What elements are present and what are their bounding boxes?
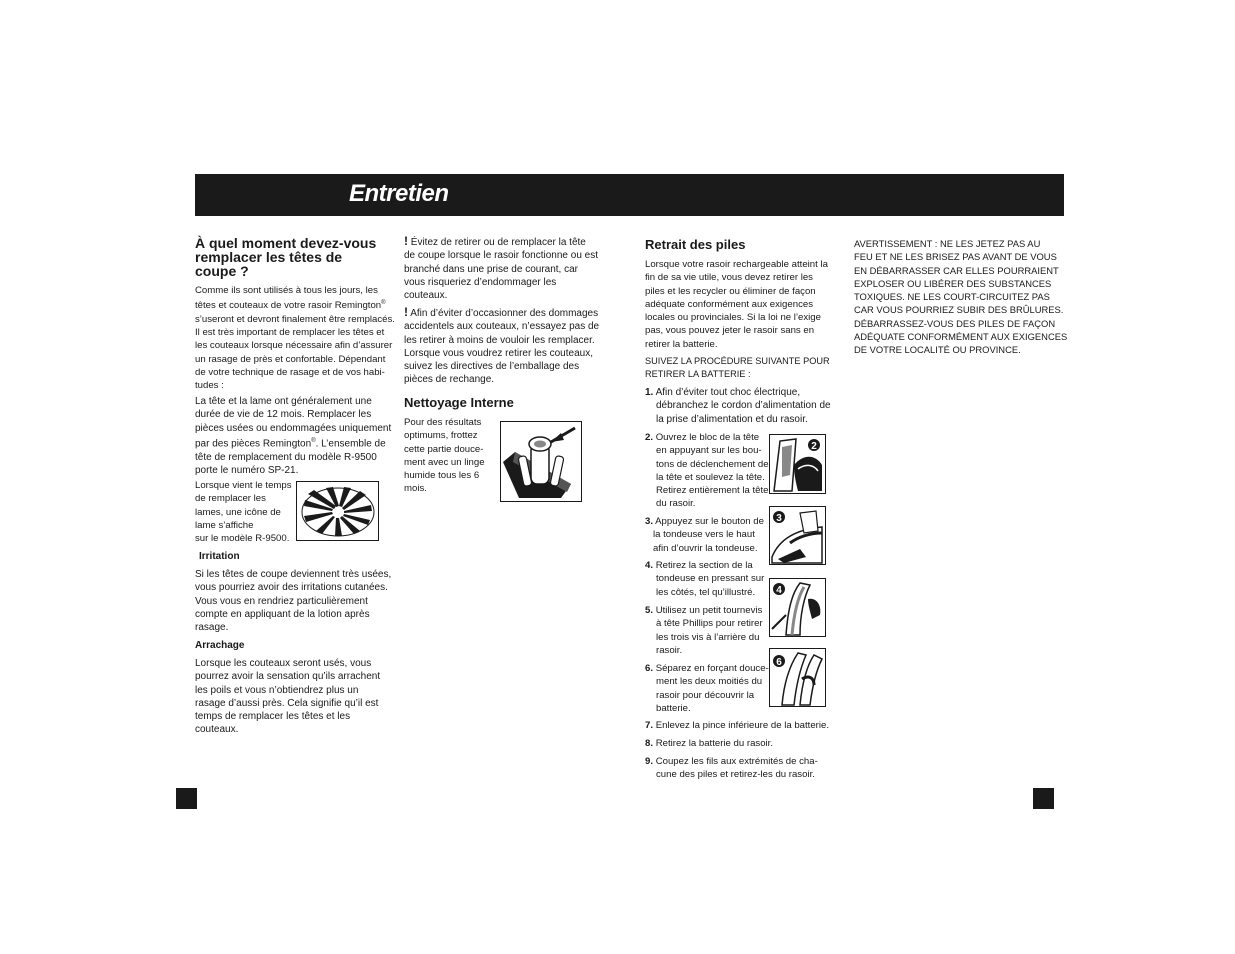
paragraph-cleaning: Pour des résultats optimums, frottez cette partie douce- ment avec un linge humide tous les 6 mois. — [404, 417, 485, 495]
irritation-heading: Irritation — [199, 551, 240, 562]
warning-remove-head: ! Évitez de retirer ou de remplacer la tête de coupe lorsque le rasoir fonctionne ou est branché dans une prise de courant, car vous risqueriez d’endommager les couteaux. — [404, 234, 599, 302]
warning-damage-cutters: ! Afin d’éviter d’occasionner des dommages accidentels aux couteaux, n’essayez pas de les retirer à moins de vouloir les remplacer. Lorsque vous voudrez retirer les couteaux, suivez les directives de l’emballage des pièces de rechange. — [404, 305, 600, 386]
step-2: 2. Ouvrez le bloc de la tête en appuyant sur les bou- tons de déclenchement de la tête et soulevez la tête. Retirez entièrement la tête du rasoir. — [645, 432, 769, 510]
crop-mark-right — [1033, 788, 1054, 809]
blade-icon-figure — [296, 481, 379, 541]
step-1: 1. Afin d’éviter tout choc électrique, débranchez le cordon d’alimentation de la prise d’alimentation et du rasoir. — [645, 387, 831, 425]
battery-warning: AVERTISSEMENT : NE LES JETEZ PAS AU FEU ET NE LES BRISEZ PAS AVANT DE VOUS EN DÉBARRASSER CAR ELLES POURRAIENT EXPLOSER OU LIBÉRER DES SUBSTANCES TOXIQUES. NE LES COURT-CIRCUITEZ PAS CAR VOUS POURRIEZ SUBIR DES BRÛLURES. DÉBARRASSEZ-VOUS DES PILES DE FAÇON ADÉQUATE CONFORMÉMENT AUX EXIGENCES DE VOTRE LOCALITÉ OU PROVINCE. — [854, 238, 1068, 356]
step-7: 7. Enlevez la pince inférieure de la batterie. — [645, 720, 830, 731]
warning-icon: ! — [404, 234, 408, 248]
step-4-figure — [769, 578, 826, 637]
paragraph-lifespan: La tête et la lame ont généralement une durée de vie de 12 mois. Remplacer les pièces usées ou endommagées uniquement par des pièces Remington®. L’ensemble de tête de remplacement du modèle R-9500 porte le numéro SP-21. — [195, 396, 392, 476]
heading-replace-heads: À quel moment devez-vous remplacer les têtes de coupe ? — [195, 235, 377, 279]
step-3: 3. Appuyez sur le bouton de la tondeuse vers le haut afin d’ouvrir la tondeuse. — [645, 516, 764, 554]
shaver-cleaning-illustration — [501, 422, 581, 501]
warning-icon: ! — [404, 305, 408, 319]
step-2-figure — [769, 434, 826, 494]
svg-text:2: 2 — [811, 441, 817, 452]
column-replacement — [195, 236, 385, 278]
arrachage-heading: Arrachage — [195, 640, 245, 651]
paragraph-procedure: SUIVEZ LA PROCÉDURE SUIVANTE POUR RETIRER LA BATTERIE : — [645, 356, 830, 380]
step-6: 6. Séparez en forçant douce- ment les deux moitiés du rasoir pour découvrir la batterie. — [645, 663, 769, 714]
svg-text:6: 6 — [776, 657, 782, 668]
step-5: 5. Utilisez un petit tournevis à tête Phillips pour retirer les trois vis à l’arrière du rasoir. — [645, 605, 763, 656]
paragraph-usage: Comme ils sont utilisés à tous les jours, les têtes et couteaux de votre rasoir Remington® s’useront et devront finalement être remplacés. Il est très important de remplacer les têtes et les couteaux lorsque nécessaire afin d’assurer un rasage de près et confortable. Dépendant de votre technique de rasage et de vos habi- tudes : — [195, 285, 395, 392]
paragraph-irritation: Si les têtes de coupe deviennent très usées, vous pourriez avoir des irritations cutanées. Vous vous en rendriez particulièrement compte en appliquant de la lotion après rasage. — [195, 569, 392, 634]
heading-battery-removal: Retrait des piles — [645, 237, 746, 252]
paragraph-arrachage: Lorsque les couteaux seront usés, vous pourrez avoir la sensation qu’ils arrachent les poils et vous n’obtiendrez plus un rasage d’aussi près. Cela signifie qu’il est temps de remplacer les têtes et les couteaux. — [195, 658, 381, 736]
step-3-figure — [769, 506, 826, 565]
step-6-figure — [769, 648, 826, 707]
header-bar — [195, 174, 1064, 216]
page-title: Entretien — [349, 180, 449, 207]
blade-icon — [297, 482, 378, 540]
paragraph-battery-intro: Lorsque votre rasoir rechargeable atteint la fin de sa vie utile, vous devez retirer les piles et les recycler ou éliminer de façon adéquate conformément aux exigences locales ou provinciales. Si la loi ne l’exige pas, vous pouvez jeter le rasoir sans en retirer la batterie. — [645, 259, 828, 350]
crop-mark-left — [176, 788, 197, 809]
svg-text:3: 3 — [776, 513, 782, 524]
heading-internal-cleaning: Nettoyage Interne — [404, 395, 514, 410]
step-9: 9. Coupez les fils aux extrémités de cha- cune des piles et retirez-les du rasoir. — [645, 756, 818, 781]
svg-text:4: 4 — [776, 585, 782, 596]
step-8: 8. Retirez la batterie du rasoir. — [645, 738, 773, 749]
step-4: 4. Retirez la section de la tondeuse en pressant sur les côtés, tel qu’illustré. — [645, 560, 765, 598]
paragraph-blade-icon: Lorsque vient le temps de remplacer les lames, une icône de lame s’affiche sur le modèle R-9500. — [195, 480, 292, 545]
cleaning-figure — [500, 421, 582, 502]
